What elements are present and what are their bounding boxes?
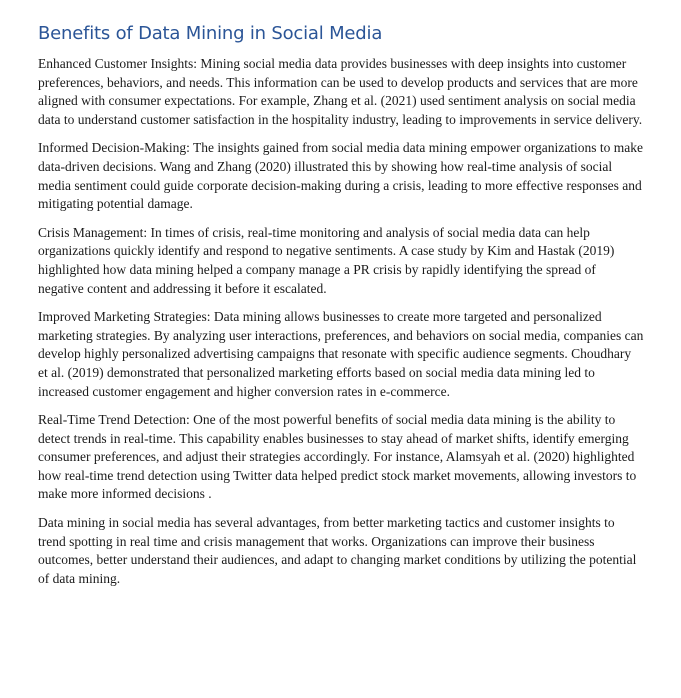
paragraph-real-time-trend-detection: Real-Time Trend Detection: One of the most powerful benefits of social media data mining is the ability to detect trends in real-time. This capability enables businesses to stay ahead of market shifts, identify emerging consumer preferences, and adjust their strategies accordingly. For instance, Alamsyah et al. (2020) highlighted how real-time trend detection using Twitter data helped predict stock market movements, allowing investors to make more informed decisions . — [38, 412, 637, 502]
paragraph-improved-marketing-strategies: Improved Marketing Strategies: Data mining allows businesses to create more targeted and personalized marketing strategies. By analyzing user interactions, preferences, and behaviors on social media, companies can develop highly personalized advertising campaigns that resonate with specific audience segments. Choudhary et al. (2019) demonstrated that personalized marketing efforts based on social media data mining led to increased customer engagement and higher conversion rates in e-commerce. — [38, 309, 644, 399]
page-title: Benefits of Data Mining in Social Media — [38, 23, 383, 44]
paragraph-informed-decision-making: Informed Decision-Making: The insights gained from social media data mining empower organizations to make data-driven decisions. Wang and Zhang (2020) illustrated this by showing how real-time analysis of social media sentiment could guide corporate decision-making during a crisis, leading to more effective responses and mitigating potential damage. — [38, 140, 643, 212]
paragraph-crisis-management: Crisis Management: In times of crisis, real-time monitoring and analysis of social media data can help organizations quickly identify and respond to negative sentiments. A case study by Kim and Hastak (2019) highlighted how data mining helped a company manage a PR crisis by rapidly identifying the spread of negative content and addressing it before it escalated. — [38, 224, 615, 296]
document-page — [38, 22, 644, 598]
paragraph-conclusion: Data mining in social media has several advantages, from better marketing tactics and customer insights to trend spotting in real time and crisis management that works. Organizations can improve their business outcomes, better understand their audiences, and adapt to changing market conditions by utilizing the potential of data mining. — [38, 515, 637, 586]
paragraph-enhanced-customer-insights: Enhanced Customer Insights: Mining social media data provides businesses with deep insights into customer preferences, behaviors, and needs. This information can be used to develop products and services that are more aligned with consumer expectations. For example, Zhang et al. (2021) used sentiment analysis on social media data to understand customer satisfaction in the hospitality industry, leading to improvements in service delivery. — [38, 56, 643, 127]
